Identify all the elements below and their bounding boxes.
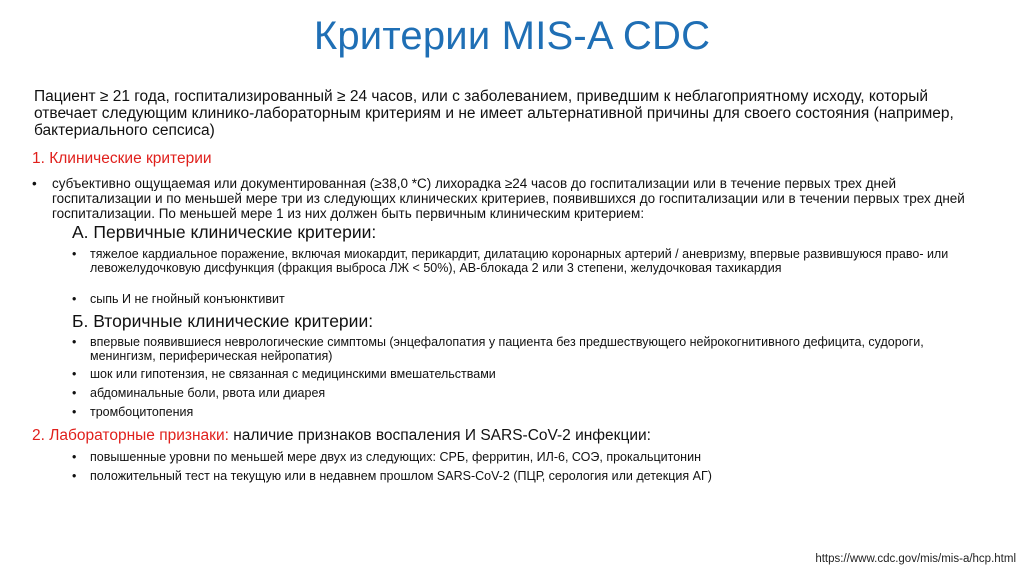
list-item: [72, 367, 950, 381]
source-link[interactable]: https://www.cdc.gov/mis/mis-a/hcp.html: [815, 553, 1016, 565]
bullet-marker: •: [72, 405, 77, 419]
lab-criteria-label: 2. Лабораторные признаки:: [32, 427, 229, 444]
list-item-text: впервые появившиеся неврологические симптомы (энцефалопатия у пациента без предшествующего нейрокогнитивного дефицита, судороги, менингизм, периферическая нейропатия): [90, 335, 924, 363]
bullet-marker: •: [72, 469, 77, 483]
list-item: [72, 469, 990, 483]
bullet-marker: •: [32, 176, 37, 191]
bullet-marker: •: [72, 450, 77, 464]
list-item: [72, 405, 950, 419]
lab-criteria-text: наличие признаков воспаления И SARS-CoV-2 инфекции:: [228, 427, 651, 444]
bullet-marker: •: [72, 247, 77, 261]
list-item-text: сыпь И не гнойный конъюнктивит: [90, 292, 285, 306]
list-item: [72, 386, 950, 400]
bullet-marker: •: [72, 367, 77, 381]
bullet-marker: •: [72, 292, 77, 306]
bullet-text: субъективно ощущаемая или документированная (≥38,0 *С) лихорадка ≥24 часов до госпитализации или в течение первых трех дней госпитализации и по меньшей мере три из следующих клинических критериев, появившихся до госпитализации или в течении первых трех дней госпитализации. По меньшей мере 1 из них должен быть первичным клиническим критерием:: [52, 176, 965, 221]
list-item: [72, 335, 950, 363]
secondary-criteria-heading: Б. Вторичные клинические критерии:: [72, 311, 374, 331]
list-item: [72, 450, 990, 464]
list-item-text: повышенные уровни по меньшей мере двух из следующих: СРБ, ферритин, ИЛ-6, СОЭ, прокальцитонин: [90, 450, 701, 464]
list-item-text: тромбоцитопения: [90, 405, 194, 419]
clinical-criteria-bullet: [32, 176, 997, 221]
bullet-marker: •: [72, 335, 77, 349]
primary-criteria-heading: А. Первичные клинические критерии:: [72, 222, 377, 242]
intro-paragraph: Пациент ≥ 21 года, госпитализированный ≥ 24 часов, или с заболеванием, приведшим к неблагоприятному исходу, который отвечает следующим клинико-лабораторным критериям и не имеет альтернативной причины для своего состояния (например, бактериального сепсиса): [34, 88, 954, 139]
slide-title: Критерии MIS-A CDC: [313, 14, 711, 58]
bullet-marker: •: [72, 386, 77, 400]
list-item: [72, 292, 990, 306]
list-item-text: тяжелое кардиальное поражение, включая миокардит, перикардит, дилатацию коронарных артерий / аневризму, впервые развившуюся право- или левожелудочковую дисфункция (фракция выброса ЛЖ < 50%), АВ-блокада 2 или 3 степени, желудочковая тахикардия: [90, 247, 949, 275]
lab-criteria-heading: [32, 427, 651, 445]
list-item: [72, 247, 990, 275]
clinical-criteria-heading: 1. Клинические критерии: [32, 150, 212, 167]
list-item-text: положительный тест на текущую или в недавнем прошлом SARS-CoV-2 (ПЦР, серология или детекция АГ): [90, 469, 712, 483]
list-item-text: абдоминальные боли, рвота или диарея: [90, 386, 326, 400]
list-item-text: шок или гипотензия, не связанная с медицинскими вмешательствами: [90, 367, 496, 381]
